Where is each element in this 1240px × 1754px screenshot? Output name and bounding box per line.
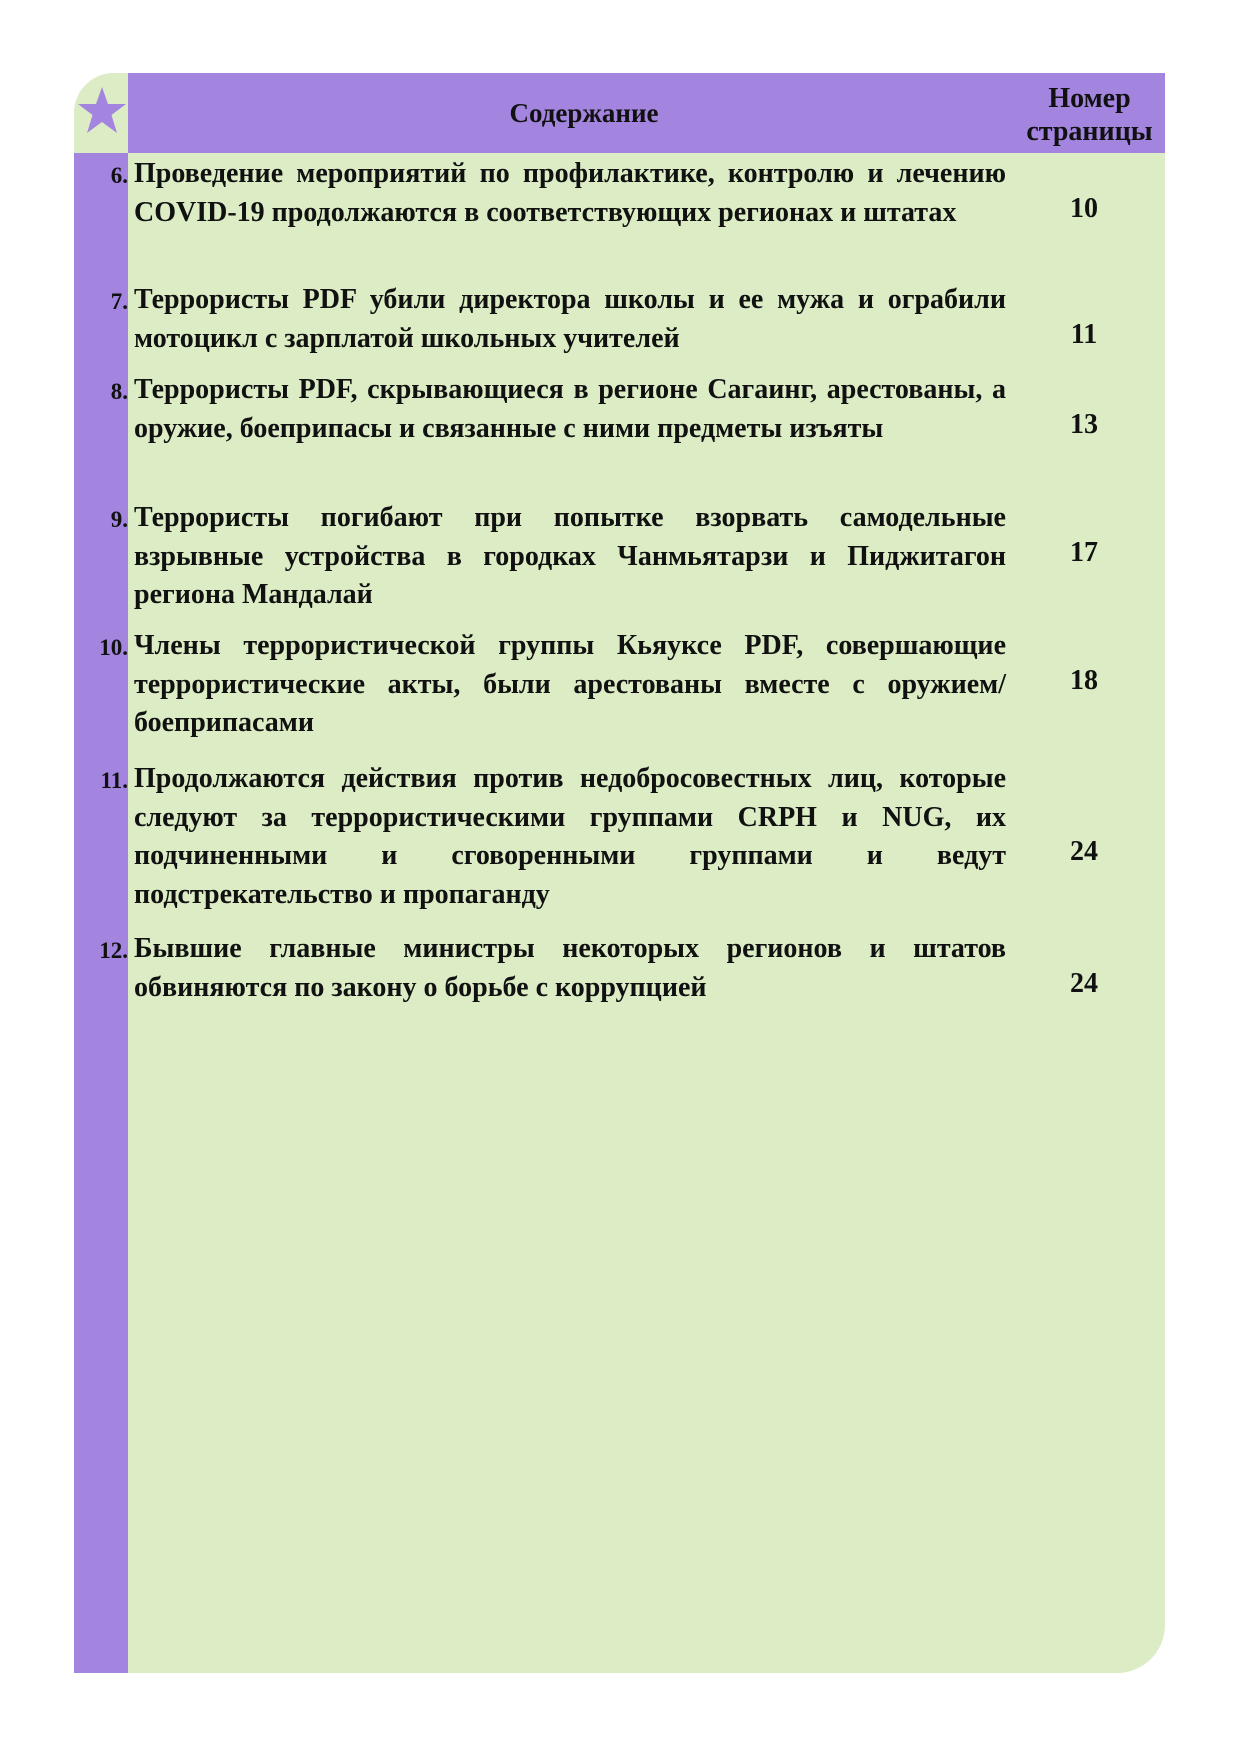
toc-entry-title: Проведение мероприятий по профилактике, контролю и лечению COVID-19 продолжаются в соответствующих регионах и штатах (134, 158, 1006, 228)
toc-entry[interactable] (74, 928, 1165, 1018)
toc-entry-page: 18 (1070, 665, 1098, 696)
toc-entry[interactable] (74, 369, 1165, 497)
toc-entry-title: Бывшие главные министры некоторых регионов и штатов обвиняются по закону о борьбе с коррупцией (134, 933, 1006, 1003)
toc-entry-number: 8. (110, 379, 128, 404)
toc-entry-number: 9. (110, 507, 128, 532)
toc-entry-title: Террористы PDF, скрывающиеся в регионе Сагаинг, арестованы, а оружие, боеприпасы и связанные с ними предметы изъяты (134, 374, 1006, 444)
contents-panel (74, 73, 1165, 1673)
toc-entry-page: 17 (1070, 537, 1098, 568)
toc-entry-title: Террористы погибают при попытке взорвать самодельные взрывные устройства в городках Чанмьятарзи и Пиджитагон региона Мандалай (134, 502, 1006, 610)
toc-entry[interactable] (74, 279, 1165, 369)
toc-entry[interactable] (74, 153, 1165, 279)
toc-entry[interactable] (74, 625, 1165, 758)
toc-entry-page: 13 (1070, 409, 1098, 440)
toc-entry-page: 24 (1070, 968, 1098, 999)
toc-entry-number: 12. (99, 938, 128, 963)
toc-entry-page: 11 (1070, 319, 1098, 350)
star-icon (76, 85, 128, 137)
header-page-label-line1: Номер (1048, 83, 1131, 114)
toc-entry-page: 10 (1070, 193, 1098, 224)
toc-entry-number: 7. (110, 289, 128, 314)
toc-entry-title: Члены террористической группы Кьяуксе PDF, совершающие террористические акты, были арестованы вместе с оружием/боеприпасами (134, 630, 1006, 738)
header-page-number-label (1014, 77, 1165, 153)
toc-entry-number: 6. (110, 163, 128, 188)
toc-entry-title: Продолжаются действия против недобросовестных лиц, которые следуют за террористическими группами CRPH и NUG, их подчиненными и сговоренными группами и ведут подстрекательство и пропаганду (134, 763, 1006, 910)
toc-entry-number: 10. (99, 635, 128, 660)
header-title: Содержание (509, 97, 659, 128)
toc-list (74, 153, 1165, 1018)
star-cell (74, 73, 128, 153)
header-page-label-line2: страницы (1026, 116, 1153, 147)
toc-entry[interactable] (74, 497, 1165, 625)
toc-entry-page: 24 (1070, 836, 1098, 867)
toc-entry-number: 11. (100, 768, 128, 793)
toc-entry[interactable] (74, 758, 1165, 928)
toc-entry-title: Террористы PDF убили директора школы и ее мужа и ограбили мотоцикл с зарплатой школьных учителей (134, 284, 1006, 354)
